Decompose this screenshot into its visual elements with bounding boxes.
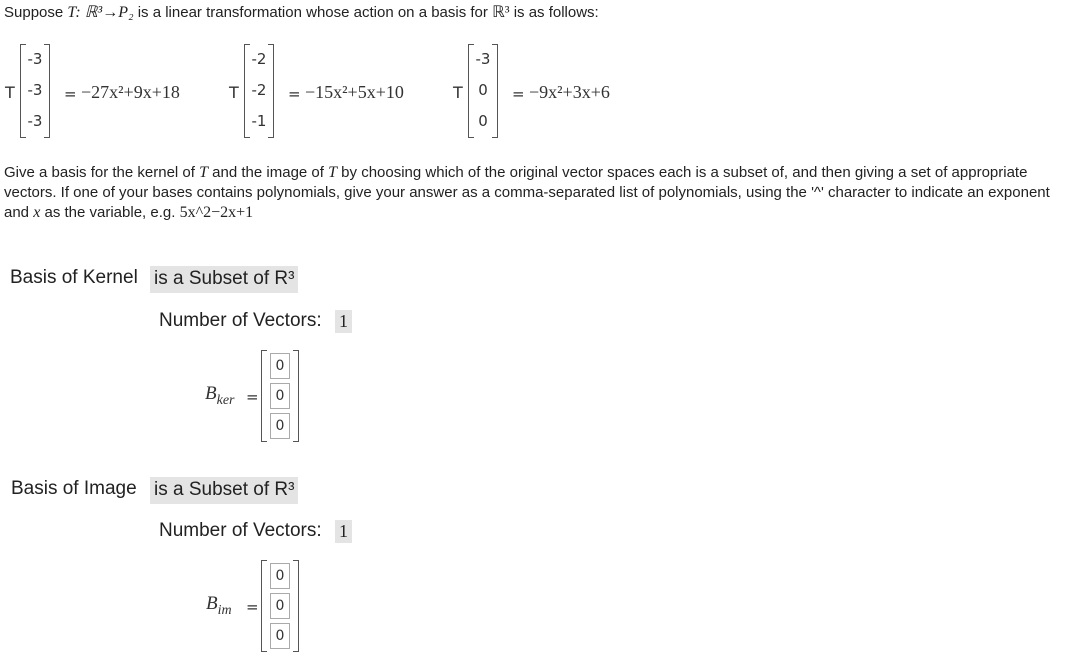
kernel-vector-entry-1[interactable]: 0: [270, 353, 290, 379]
prompt-text-pre: Suppose: [4, 4, 68, 21]
kernel-basis-name: $B_{ker}$: [205, 383, 235, 408]
result-polynomial-2: −15x²+5x+10: [305, 82, 404, 102]
image-num-vectors-input[interactable]: 1: [335, 520, 352, 543]
problem-statement: [4, 2, 599, 22]
kernel-vector-entry-2[interactable]: 0: [270, 383, 290, 409]
image-basis-name: $B_{im}$: [206, 593, 232, 618]
kernel-vector: [261, 350, 299, 442]
image-vector-entry-3[interactable]: 0: [270, 623, 290, 649]
kernel-num-vectors-input[interactable]: 1: [335, 310, 352, 333]
image-label: Basis of Image: [11, 478, 137, 499]
image-vector-entry-1[interactable]: 0: [270, 563, 290, 589]
kernel-label: Basis of Kernel: [10, 267, 138, 288]
result-polynomial-3: −9x²+3x+6: [529, 82, 610, 102]
instructions: Give a basis for the kernel of T and the image of T by choosing which of the original vector spaces each is a subset of, and then giving a set of appropriate vectors. If one of your bases contains polynomials, give your answer as a comma-separated list of polynomials, using the '^' character to indicate an exponent and x as the variable, e.g. 5x^2−2x+1: [4, 164, 1050, 221]
transform-label: T: [229, 83, 239, 102]
equals-sign: =: [246, 598, 259, 616]
kernel-num-vectors-label: Number of Vectors:: [159, 310, 322, 331]
input-vector-1: -3 -3 -3: [20, 44, 50, 138]
image-num-vectors-label: Number of Vectors:: [159, 520, 322, 541]
transformation-signature: T: ℝ³→P₂: [67, 4, 134, 21]
prompt-text-post: is as follows:: [509, 4, 599, 21]
domain-space: ℝ³: [492, 4, 510, 21]
input-vector-2: -2 -2 -1: [244, 44, 274, 138]
image-vector: [261, 560, 299, 652]
input-vector-3: -3 0 0: [468, 44, 498, 138]
prompt-text-mid: is a linear transformation whose action on a basis for: [133, 4, 493, 21]
kernel-vector-entry-3[interactable]: 0: [270, 413, 290, 439]
equals-sign: =: [512, 85, 525, 103]
transform-label: T: [5, 83, 15, 102]
example-polynomial: 5x^2−2x+1: [179, 204, 254, 221]
equals-sign: =: [288, 85, 301, 103]
image-vector-entry-2[interactable]: 0: [270, 593, 290, 619]
result-polynomial-1: −27x²+9x+18: [81, 82, 180, 102]
image-subset-select[interactable]: is a Subset of R³: [150, 477, 298, 504]
transform-label: T: [453, 83, 463, 102]
kernel-subset-select[interactable]: is a Subset of R³: [150, 266, 298, 293]
equals-sign: =: [64, 85, 77, 103]
equals-sign: =: [246, 388, 259, 406]
